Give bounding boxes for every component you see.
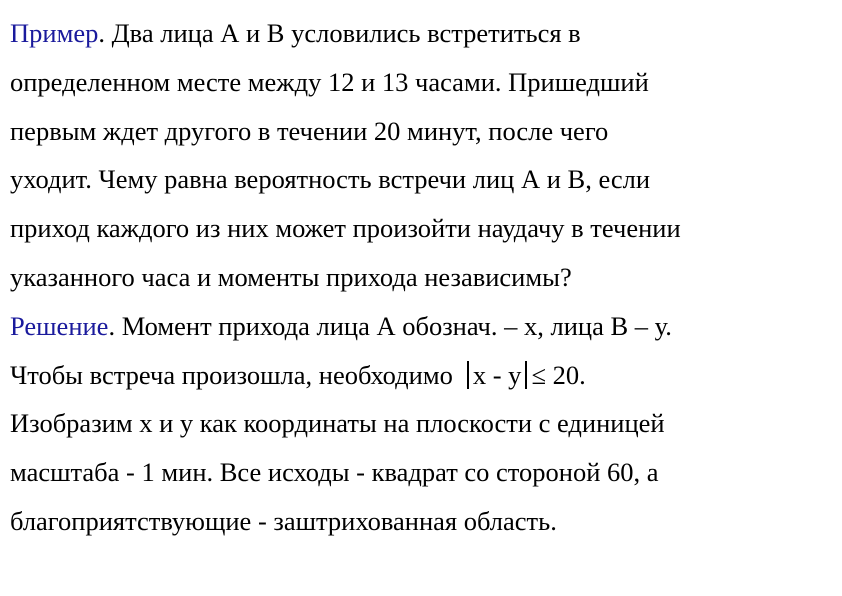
solution-line-5: благоприятствующие - заштрихованная область.: [10, 505, 557, 536]
solution-text: . Момент прихода лица А обознач. – х, лица В – у.: [108, 310, 672, 341]
slide-text: [10, 9, 836, 546]
solution-line-2: [10, 351, 836, 400]
example-line-3: первым ждет другого в течении 20 минут, после чего: [10, 115, 609, 146]
solution-line-1: [10, 302, 836, 351]
example-line-6: указанного часа и моменты прихода независимы?: [10, 261, 572, 292]
example-line-5: приход каждого из них может произойти наудачу в течении: [10, 213, 681, 244]
solution-term: Решение: [10, 310, 109, 341]
example-line-2: определенном месте между 12 и 13 часами. Пришедший: [10, 66, 649, 97]
condition-text: Чтобы встреча произошла, необходимо: [10, 359, 453, 390]
inequality-text: ≤ 20.: [531, 359, 586, 390]
example-text: . Два лица А и В условились встретиться в: [98, 18, 581, 48]
example-line-4: уходит. Чему равна вероятность встречи лиц А и В, если: [10, 164, 651, 195]
abs-bar-right: [525, 361, 527, 389]
abs-bar-left: [467, 361, 469, 389]
example-line-1: [10, 9, 836, 58]
abs-expression: х - у: [472, 359, 522, 390]
solution-line-3: Изобразим х и у как координаты на плоскости с единицей: [10, 408, 665, 439]
solution-line-4: масштаба - 1 мин. Все исходы - квадрат со стороной 60, а: [10, 457, 659, 488]
example-term: Пример: [10, 18, 99, 48]
